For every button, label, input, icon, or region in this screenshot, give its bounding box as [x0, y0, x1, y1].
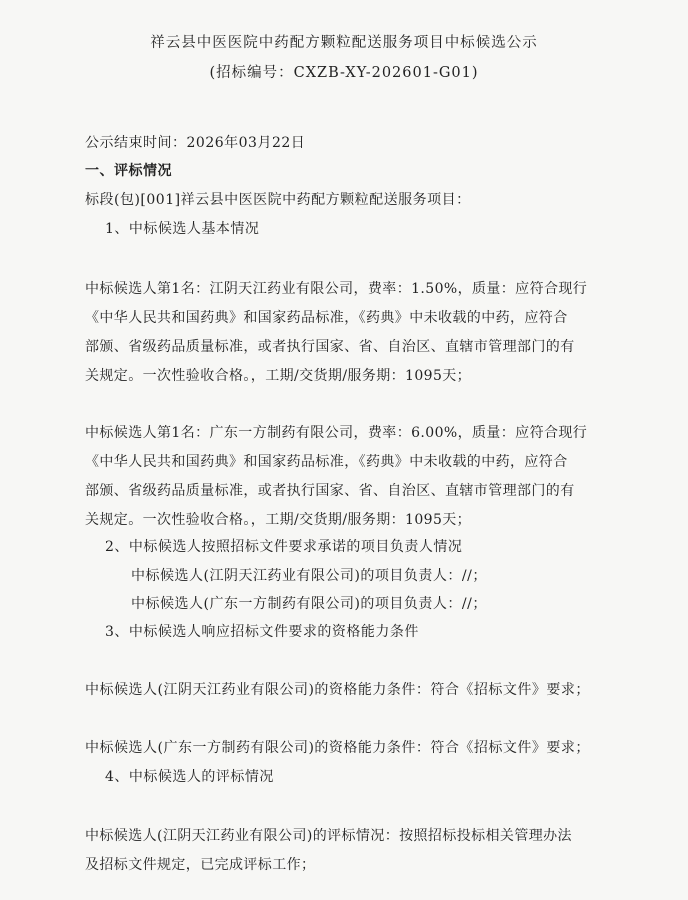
section-heading-evaluation: 一、评标情况: [85, 163, 172, 179]
manager-candidate-1: 中标候选人(江阴天江药业有限公司)的项目负责人：//；: [131, 568, 487, 584]
candidate-1-paragraph: [85, 275, 605, 391]
evaluation-candidate-1-paragraph: [85, 822, 605, 880]
tender-number: (招标编号：CXZB-XY-202601-G01): [209, 65, 479, 81]
qualification-candidate-1: 中标候选人(江阴天江药业有限公司)的资格能力条件：符合《招标文件》要求；: [85, 682, 590, 698]
evaluation-line: 中标候选人(江阴天江药业有限公司)的评标情况：按照招标投标相关管理办法: [85, 828, 572, 844]
candidate-2-paragraph: [85, 419, 605, 535]
sub-heading-basic-info: 1、中标候选人基本情况: [105, 221, 260, 237]
manager-candidate-2: 中标候选人(广东一方制药有限公司)的项目负责人：//；: [131, 596, 487, 612]
candidate-1-line: 部颁、省级药品质量标准，或者执行国家、省、自治区、直辖市管理部门的有: [85, 339, 575, 355]
candidate-2-line: 中标候选人第1名：广东一方制药有限公司，费率：6.00%，质量：应符合现行: [85, 425, 588, 441]
candidate-1-line: 中标候选人第1名：江阴天江药业有限公司，费率：1.50%，质量：应符合现行: [85, 281, 588, 297]
candidate-2-line: 部颁、省级药品质量标准，或者执行国家、省、自治区、直辖市管理部门的有: [85, 483, 575, 499]
document-title: 祥云县中医医院中药配方颗粒配送服务项目中标候选公示: [150, 35, 538, 51]
sub-heading-qualification: 3、中标候选人响应招标文件要求的资格能力条件: [105, 624, 419, 640]
lot-line: 标段(包)[001]祥云县中医医院中药配方颗粒配送服务项目：: [85, 192, 471, 208]
qualification-candidate-2: 中标候选人(广东一方制药有限公司)的资格能力条件：符合《招标文件》要求；: [85, 740, 590, 756]
candidate-2-line: 关规定。一次性验收合格。，工期/交货期/服务期：1095天；: [85, 512, 472, 528]
candidate-1-line: 《中华人民共和国药典》和国家药品标准，《药典》中未收载的中药，应符合: [85, 310, 568, 326]
candidate-1-line: 关规定。一次性验收合格。，工期/交货期/服务期：1095天；: [85, 368, 472, 384]
candidate-2-line: 《中华人民共和国药典》和国家药品标准，《药典》中未收载的中药，应符合: [85, 454, 568, 470]
sub-heading-evaluation-status: 4、中标候选人的评标情况: [105, 769, 274, 785]
evaluation-line: 及招标文件规定，已完成评标工作；: [85, 857, 316, 873]
sub-heading-project-manager: 2、中标候选人按照招标文件要求承诺的项目负责人情况: [105, 539, 463, 555]
end-time: 公示结束时间：2026年03月22日: [85, 135, 306, 151]
